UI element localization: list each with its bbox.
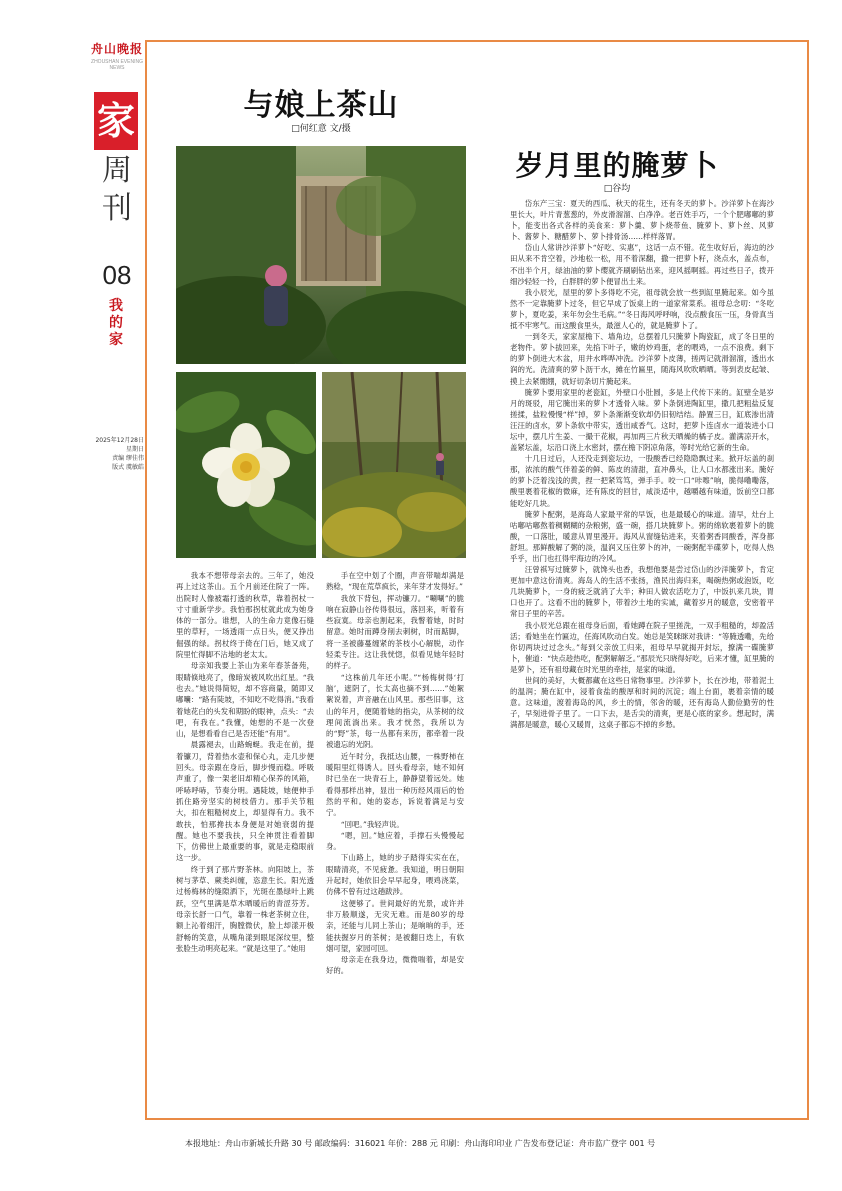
masthead-zhou: 周 (102, 153, 132, 188)
paragraph: 我小辰光，屋里的萝卜多得吃不完，祖母就会放一些到缸里腌起来。如今虽然不一定靠腌萝卜过冬，但它早成了饭桌上的一道家常菜系。祖母总念叨：“冬吃萝卜，夏吃姜，来年勿会生毛病。”“冬日海风呼呼响，没点酸食压一压，身骨真当抵不牢寒气。而这酸食里头，最滋人心的，就是腌萝卜了。 (510, 287, 774, 331)
paragraph: “回吧。”我轻声说。 (340, 819, 404, 829)
section-char: 我 (109, 298, 123, 314)
layout-credit: 版式 虞敏皓 (112, 464, 144, 471)
paragraph: 一到冬天，家家屋檐下、墙角边，总摆着几只腌萝卜陶瓷缸，成了冬日里的老物件。萝卜拔回来，先掐下叶子，嫩的炒鸡蛋，老的喂鸡，一点不浪费。剩下的萝卜倒进大木盆，用井水哗哗冲洗。沙洋萝卜皮薄，搓两记就滑溜溜，透出水润的光。洗清爽的萝卜沥干水，摊在竹匾里，随海风吹吹晒晒。等到表皮起皱、摸上去紧绷绷，就好切条切片腌起来。 (510, 332, 774, 386)
paragraph: 我放下背包，挥动镰刀。“唰唰”的脆响在寂静山谷传得很远，落回来，听着有些寂寞。母亲也割起来，我瞥着她，时时留意。她时而蹲身削去刺树，时而踮脚，将一圣被藤蔓缠紧的茶枝小心解脱，动作轻柔专注。这让我恍惚，似看见她年轻时的样子。 (326, 593, 464, 671)
page-footer: 本报地址：舟山市新城长升路 30 号 邮政编码：316021 年价：288 元 印刷：舟山海印印业 广告发布登记证：舟市监广登字 001 号 (185, 1139, 656, 1148)
paragraph: “这株前几年还小呢。”“杨梅树得‘打脑’，遮阴了，长太高也摘不到……”她絮絮说着，声音融在山风里。那些旧事，这山的年月，便随着她的指尖，从茶树的纹理间流淌出来。我才恍然，我所以为的“野”茶，每一丛都有来历，都牵着一段被遗忘的光阴。 (326, 672, 464, 750)
article-left-column-2 (326, 570, 464, 977)
logo-en: ZHOUSHAN EVENING NEWS (91, 59, 143, 71)
paragraph: 岱山人常讲沙洋萝卜“好吃、实惠”，这话一点不错。花生收好后，海边的沙田从来不肯空着，沙地松一松，用不着深翻，撒一把萝卜籽，浇点水，盖点布，不出半个月，绿油油的萝卜缨就齐刷刷钻出来，迎风摇啊摇。再过些日子，拨开细沙轻轻一拎，白胖胖的萝卜便冒出土来。 (510, 243, 774, 286)
paragraph: 母亲走在我身边，微微喘着，却是安好的。 (326, 955, 464, 976)
section-char: 家 (109, 332, 123, 348)
section-char: 的 (109, 315, 123, 331)
paragraph: 这便够了。世间最好的光景，或许并非万般顺遂，无灾无难。而是80岁的母亲，还能与儿同上茶山；是晌晌的手，还能扶握岁月的茶树；是被翻日迭上，有软烟可望，家园可回。 (326, 898, 464, 953)
newspaper-logo (90, 40, 144, 71)
photo-tea-garden (176, 146, 466, 364)
paragraph: “嗯，回。”她应着，手撑石头慢慢起身。 (326, 830, 464, 852)
paragraph: 岱东产三宝：夏天的西瓜、秋天的花生，还有冬天的萝卜。沙洋萝卜在海沙里长大，叶片青葱葱的，外皮滑溜溜、白净净。老百姓手巧，一个个肥嘟嘟的萝卜，能变出各式各样的美食来：萝卜羹、萝卜烧带鱼、腌萝卜、萝卜丝、风萝卜、酱萝卜、糖醋萝卜、萝卜排骨汤……样样落胃。 (510, 199, 774, 242)
paragraph: 十几日过后，人还没走到瓷坛边，一股酸香已经隐隐飘过来。掀开坛盖的刹那，浓浓的酸气伴着姜的鲜、陈皮的清甜，直冲鼻头，让人口水都涨出来。腌好的萝卜泛着浅浅的黄，捏一把紧笃笃，弹手手。咬一口“咔嚓”响，脆得嘞嘞落，酸里裹着花椒的微麻，还有陈皮的回甘，咸淡适中，越嚼越有味道，饭前空口都能吃好几块。 (510, 454, 774, 508)
logo-cn: 舟山晚报 (90, 42, 143, 56)
masthead-kan: 刊 (102, 191, 132, 226)
paragraph: 我小辰光总跟在祖母身后面，看她蹲在院子里搓洗，一双手粗糙的，却盈活活；看她坐在竹匾边，任海风吹动白发。她总是笑眯眯对我讲：“等腌透嘞，先给你切两块过过念头。”每到父亲放工归来，祖母早早就揭开封坛，撩满一碟腌萝卜，催道：“快点趁热吃，配粥解解乏。”那辰光只晓得好吃，后来才懂，缸里腌的是萝卜，还有祖母藏在时光里的牵挂，是家的味道。 (510, 620, 774, 674)
paragraph: 母亲知我要上茶山为来年春茶备苑，眼睛倏地亮了，像暗炭被风吹出红星。“我也去。”她说得简短，却不容商量，随即又嘟囔：“路有陡坡，不知吃不吃得消。”我看着她花白的头发和期盼的眼神，点头：“去吧，有我在。”我懂，她想的不是一次登山，是想看看自己是否还能“有用”。 (176, 661, 314, 739)
article-title-right: 岁月里的腌萝卜 (515, 149, 719, 182)
paragraph: 近午时分，我抵达山腰，一株野柿在暖阳里红得诱人。回头看母亲，她不知何时已坐在一块青石上，静静望着远处。她看得那样出神，显出一种历经风雨后的怡然的平和。她的姿态，诉说着满足与安宁。 (326, 751, 464, 818)
paragraph: 腌萝卜要用家里的老瓷缸，外壁口小肚圆，多是上代传下来的。缸壁全是岁月的斑驳，用它腌出来的萝卜才透骨入味。萝卜条倒进陶缸里，撒几把粗盐反复搓揉，盐粒慢慢“样”掉，萝卜条渐渐变软却仍旧韧结结。静置三日，缸底渗出清汪汪的卤水，萝卜条软中带实，透出咸香气。这时，把萝卜连卤水一道装进小口坛中，摆几片生姜、一撮干花椒，再加两三片秋天晒燥的橘子皮。灌满凉开水，盖紧坛盖，坛沿口浇上水密封，摆在檐下阴凉角落，等时光给它新的生命。 (510, 387, 774, 453)
article-byline-right: □谷均 (603, 184, 631, 194)
issue-weekday: 星期日 (125, 446, 144, 453)
section-masthead (94, 92, 140, 226)
paragraph: 下山路上，她的步子踏得实实在在，眼睛清亮，不见疲惫。我知道，明日朝阳升起时，她依旧会早早起身，喂鸡浇菜，仿佛不曾有过这趟跋涉。 (326, 853, 464, 897)
paragraph: 我本不想带母亲去的。三年了，她没再上过这茶山。五个月前还住院了一阵。出院时人像被霜打透的秋草，靠着拐杖一寸寸重新学步。我怕那拐杖就此成为她身体的一部分。谁想，人的生命力竟像石缝里的草籽，一场透雨一点日头，便又挣出倔强的绿。拐杖终于倚在门后，她又成了院里忙得脚不沾地的老太太。 (176, 571, 314, 660)
paragraph: 手在空中划了个圈，声音带喘却满是熟稔，“现在荒草疯长，来年芽才发得好。” (326, 571, 464, 592)
paragraph: 终于到了那片野茶林。向阳坡上，茶树与茅草、蕨类纠缠，恣意生长。阳光透过杨梅林的缝隙洒下，光斑在墨绿叶上跳跃，空气里满是草木晒暖后的青涩芬芳。母亲长舒一口气，靠着一株老茶树立住，额上沁着细汗，胸膛微伏，脸上却漾开极舒畅的笑意，从嘴角漾到眼尾深纹里，整张脸生动明亮起来。“就是这里了。”她用 (176, 864, 314, 953)
article-title-left: 与娘上茶山 (243, 88, 399, 123)
photo-forest-path (322, 372, 466, 558)
section-name (104, 298, 128, 349)
paragraph: 晨露褪去，山路蜿蜒。我走在前，提着镰刀，背着热水壶和保心丸，走几步便回头。母亲跟在身后，脚步慢而稳。呼吸声重了，像一架老旧却精心保养的风箱，呼哧呼哧，节奏分明。遇陡坡，她便伸手抓住路旁坚实的树枝借力。那手关节粗大，扣在粗糙树皮上，却显得有力。我不敢扶，怕那搀扶本身便是对她衰弱的提醒。她也不要我扶，只全神贯注看着脚下，仿佛世上最重要的事，就是走稳眼前这一步。 (176, 740, 314, 863)
photo-tea-flower (176, 372, 316, 558)
article-byline-left: □何红意 文/摄 (291, 124, 351, 134)
article-right-column (510, 198, 774, 731)
paragraph: 汪曾祺写过腌萝卜，就馋头也香，我想他要是尝过岱山的沙洋腌萝卜，肯定更加中意这份清爽。海岛人的生活不张扬，渔民出海归来，喝碗热粥或泡饭，吃几块腌萝卜，一身的疲乏就消了大半；种田人做农活吃力了，中饭扒来几块，胃口也开了。这看不出的腌萝卜，带着沙土地的实诚，藏着岁月的暖意，安密着平常日子里的辛苦。 (510, 565, 774, 619)
paragraph: 腌萝卜配粥，是海岛人家最平常的早饭，也是最暖心的味道。清早，灶台上咕嘟咕嘟熬着稠糊糊的杂粮粥，盛一碗，搭几块腌萝卜。粥的绵软裹着萝卜的脆酸，一口落肚，暖意从胃里漫开。海风从窗缝钻进来，夹着粥香同酸香，浑身都舒坦。那鲜酸解了粥的淡，温润又压住萝卜的冲，一碗粥配半碟萝卜，吃得人热乎乎，出门也扛得牢海边的冷风。 (510, 509, 774, 563)
paragraph: 世间的美好，大概都藏在这些日常物事里。沙洋萝卜，长在沙地，带着泥土的温润；腌在缸中，浸着食盐的酸厚和时间的沉淀；端上台面，裹着亲情的暖意。这味道，渡着海岛的风，乡土的情，邻舍的暖，还有海岛人勤俭勤劳的性子，早刻进骨子里了。一口下去，是舌尖的清爽，更是心底的家乡。想起时，满满都是暖意，暖心又暖胃，这桌子都忘不掉的乡愁。 (510, 676, 774, 730)
editor-credit: 责编 缪佳伟 (112, 455, 144, 462)
issue-number: 08 (102, 260, 132, 290)
article-left-column-1 (176, 570, 314, 954)
masthead-jia: 家 (94, 92, 138, 150)
issue-date: 2025年12月28日 (95, 437, 144, 444)
date-block (88, 436, 144, 472)
